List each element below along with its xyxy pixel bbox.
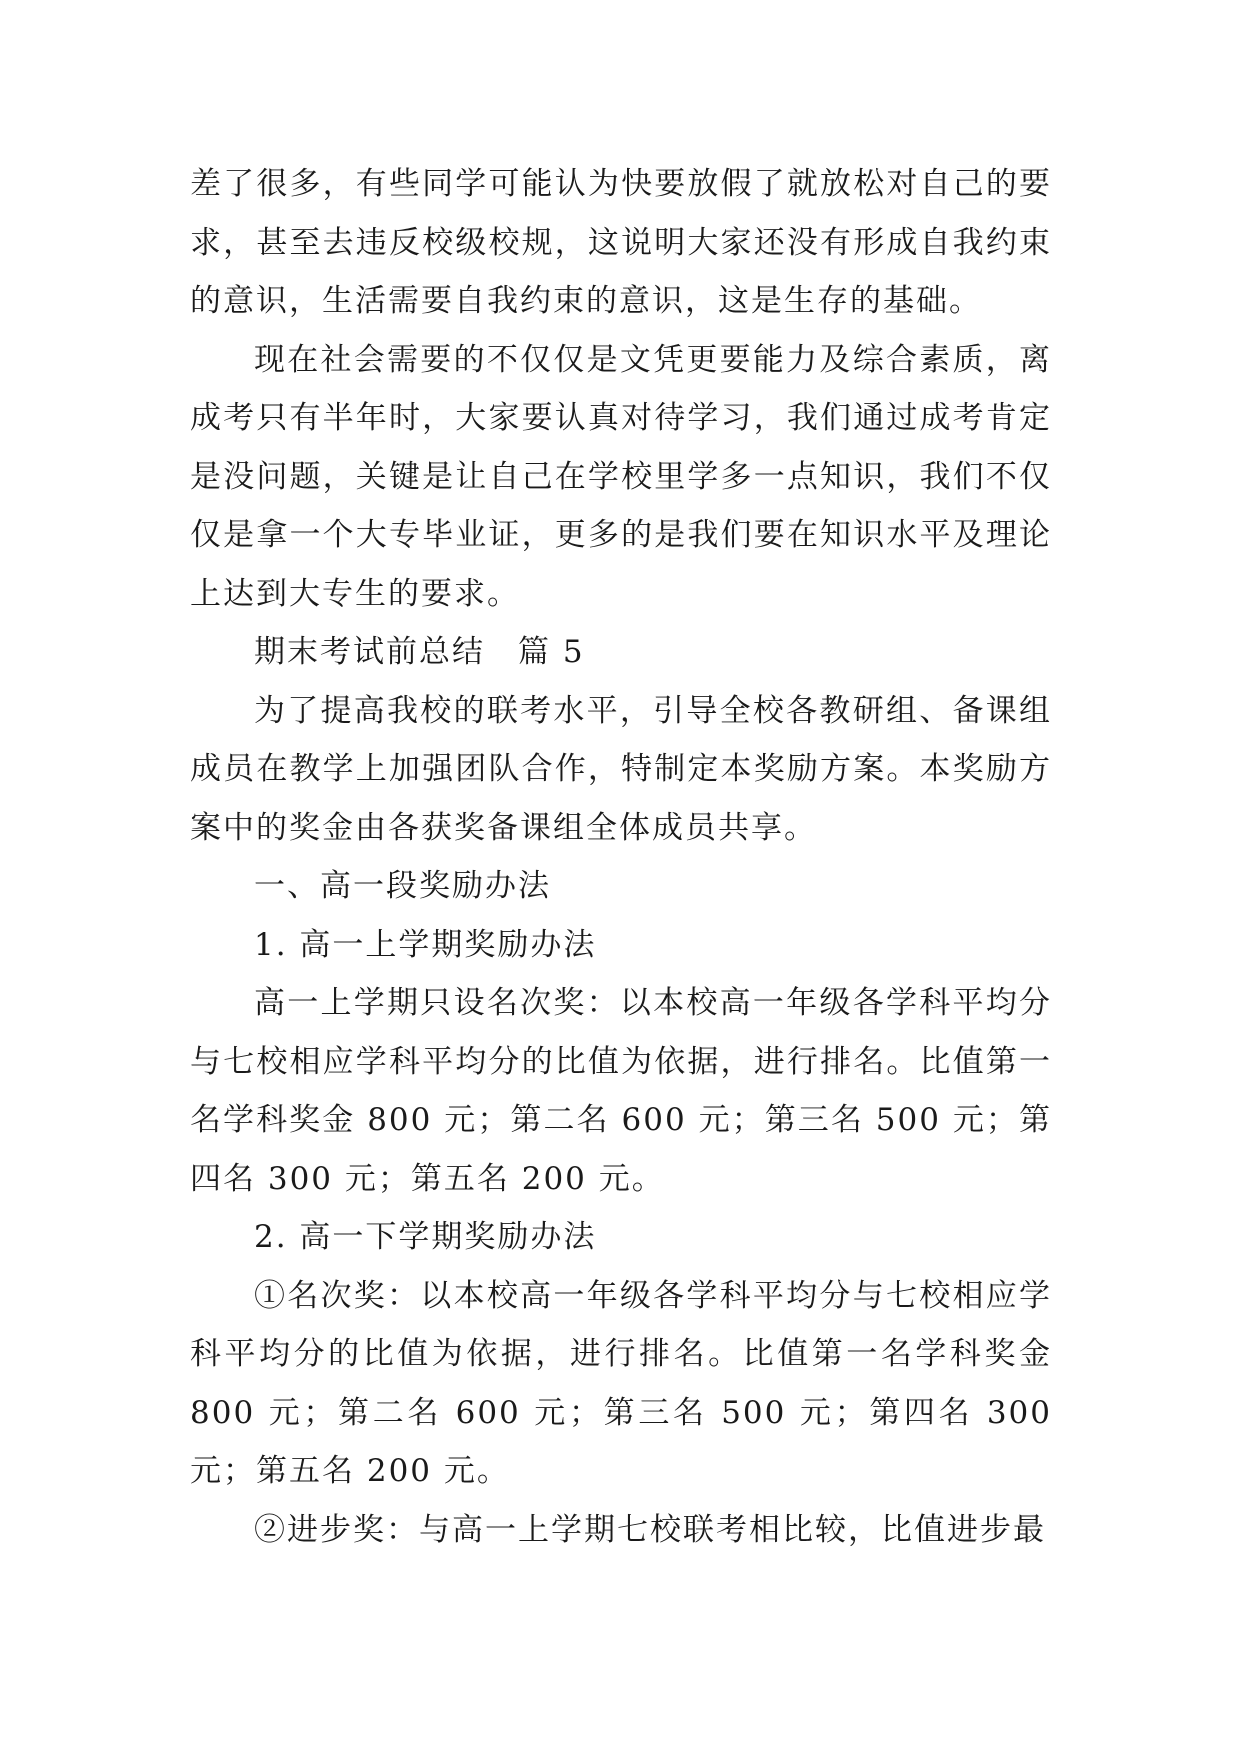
subheading-3: 2. 高一下学期奖励办法 — [254, 1219, 597, 1255]
subheading-1: 一、高一段奖励办法 — [254, 868, 551, 904]
paragraph-3: 为了提高我校的联考水平，引导全校各教研组、备课组成员在教学上加强团队合作，特制定本奖励方案。本奖励方案中的奖金由各获奖备课组全体成员共享。 — [190, 692, 1052, 846]
paragraph-4: 高一上学期只设名次奖：以本校高一年级各学科平均分与七校相应学科平均分的比值为依据，进行排名。比值第一名学科奖金 800 元；第二名 600 元；第三名 500 元；第四名 300 元；第五名 200 元。 — [190, 985, 1052, 1197]
paragraph-2: 现在社会需要的不仅仅是文凭更要能力及综合素质，离成考只有半年时，大家要认真对待学习，我们通过成考肯定是没问题，关键是让自己在学校里学多一点知识，我们不仅仅是拿一个大专毕业证，更多的是我们要在知识水平及理论上达到大专生的要求。 — [190, 341, 1052, 612]
paragraph-5: ①名次奖：以本校高一年级各学科平均分与七校相应学科平均分的比值为依据，进行排名。比值第一名学科奖金 800 元；第二名 600 元；第三名 500 元；第四名 300 元；第五名 200 元。 — [190, 1277, 1052, 1489]
document-page — [190, 155, 1052, 1559]
paragraph-6: ②进步奖：与高一上学期七校联考相比较，比值进步最 — [254, 1511, 1046, 1548]
paragraph-1: 差了很多，有些同学可能认为快要放假了就放松对自己的要求，甚至去违反校级校规，这说明大家还没有形成自我约束的意识，生活需要自我约束的意识，这是生存的基础。 — [190, 166, 1052, 319]
section-heading: 期末考试前总结 篇 5 — [254, 634, 585, 670]
subheading-2: 1. 高一上学期奖励办法 — [254, 926, 597, 963]
